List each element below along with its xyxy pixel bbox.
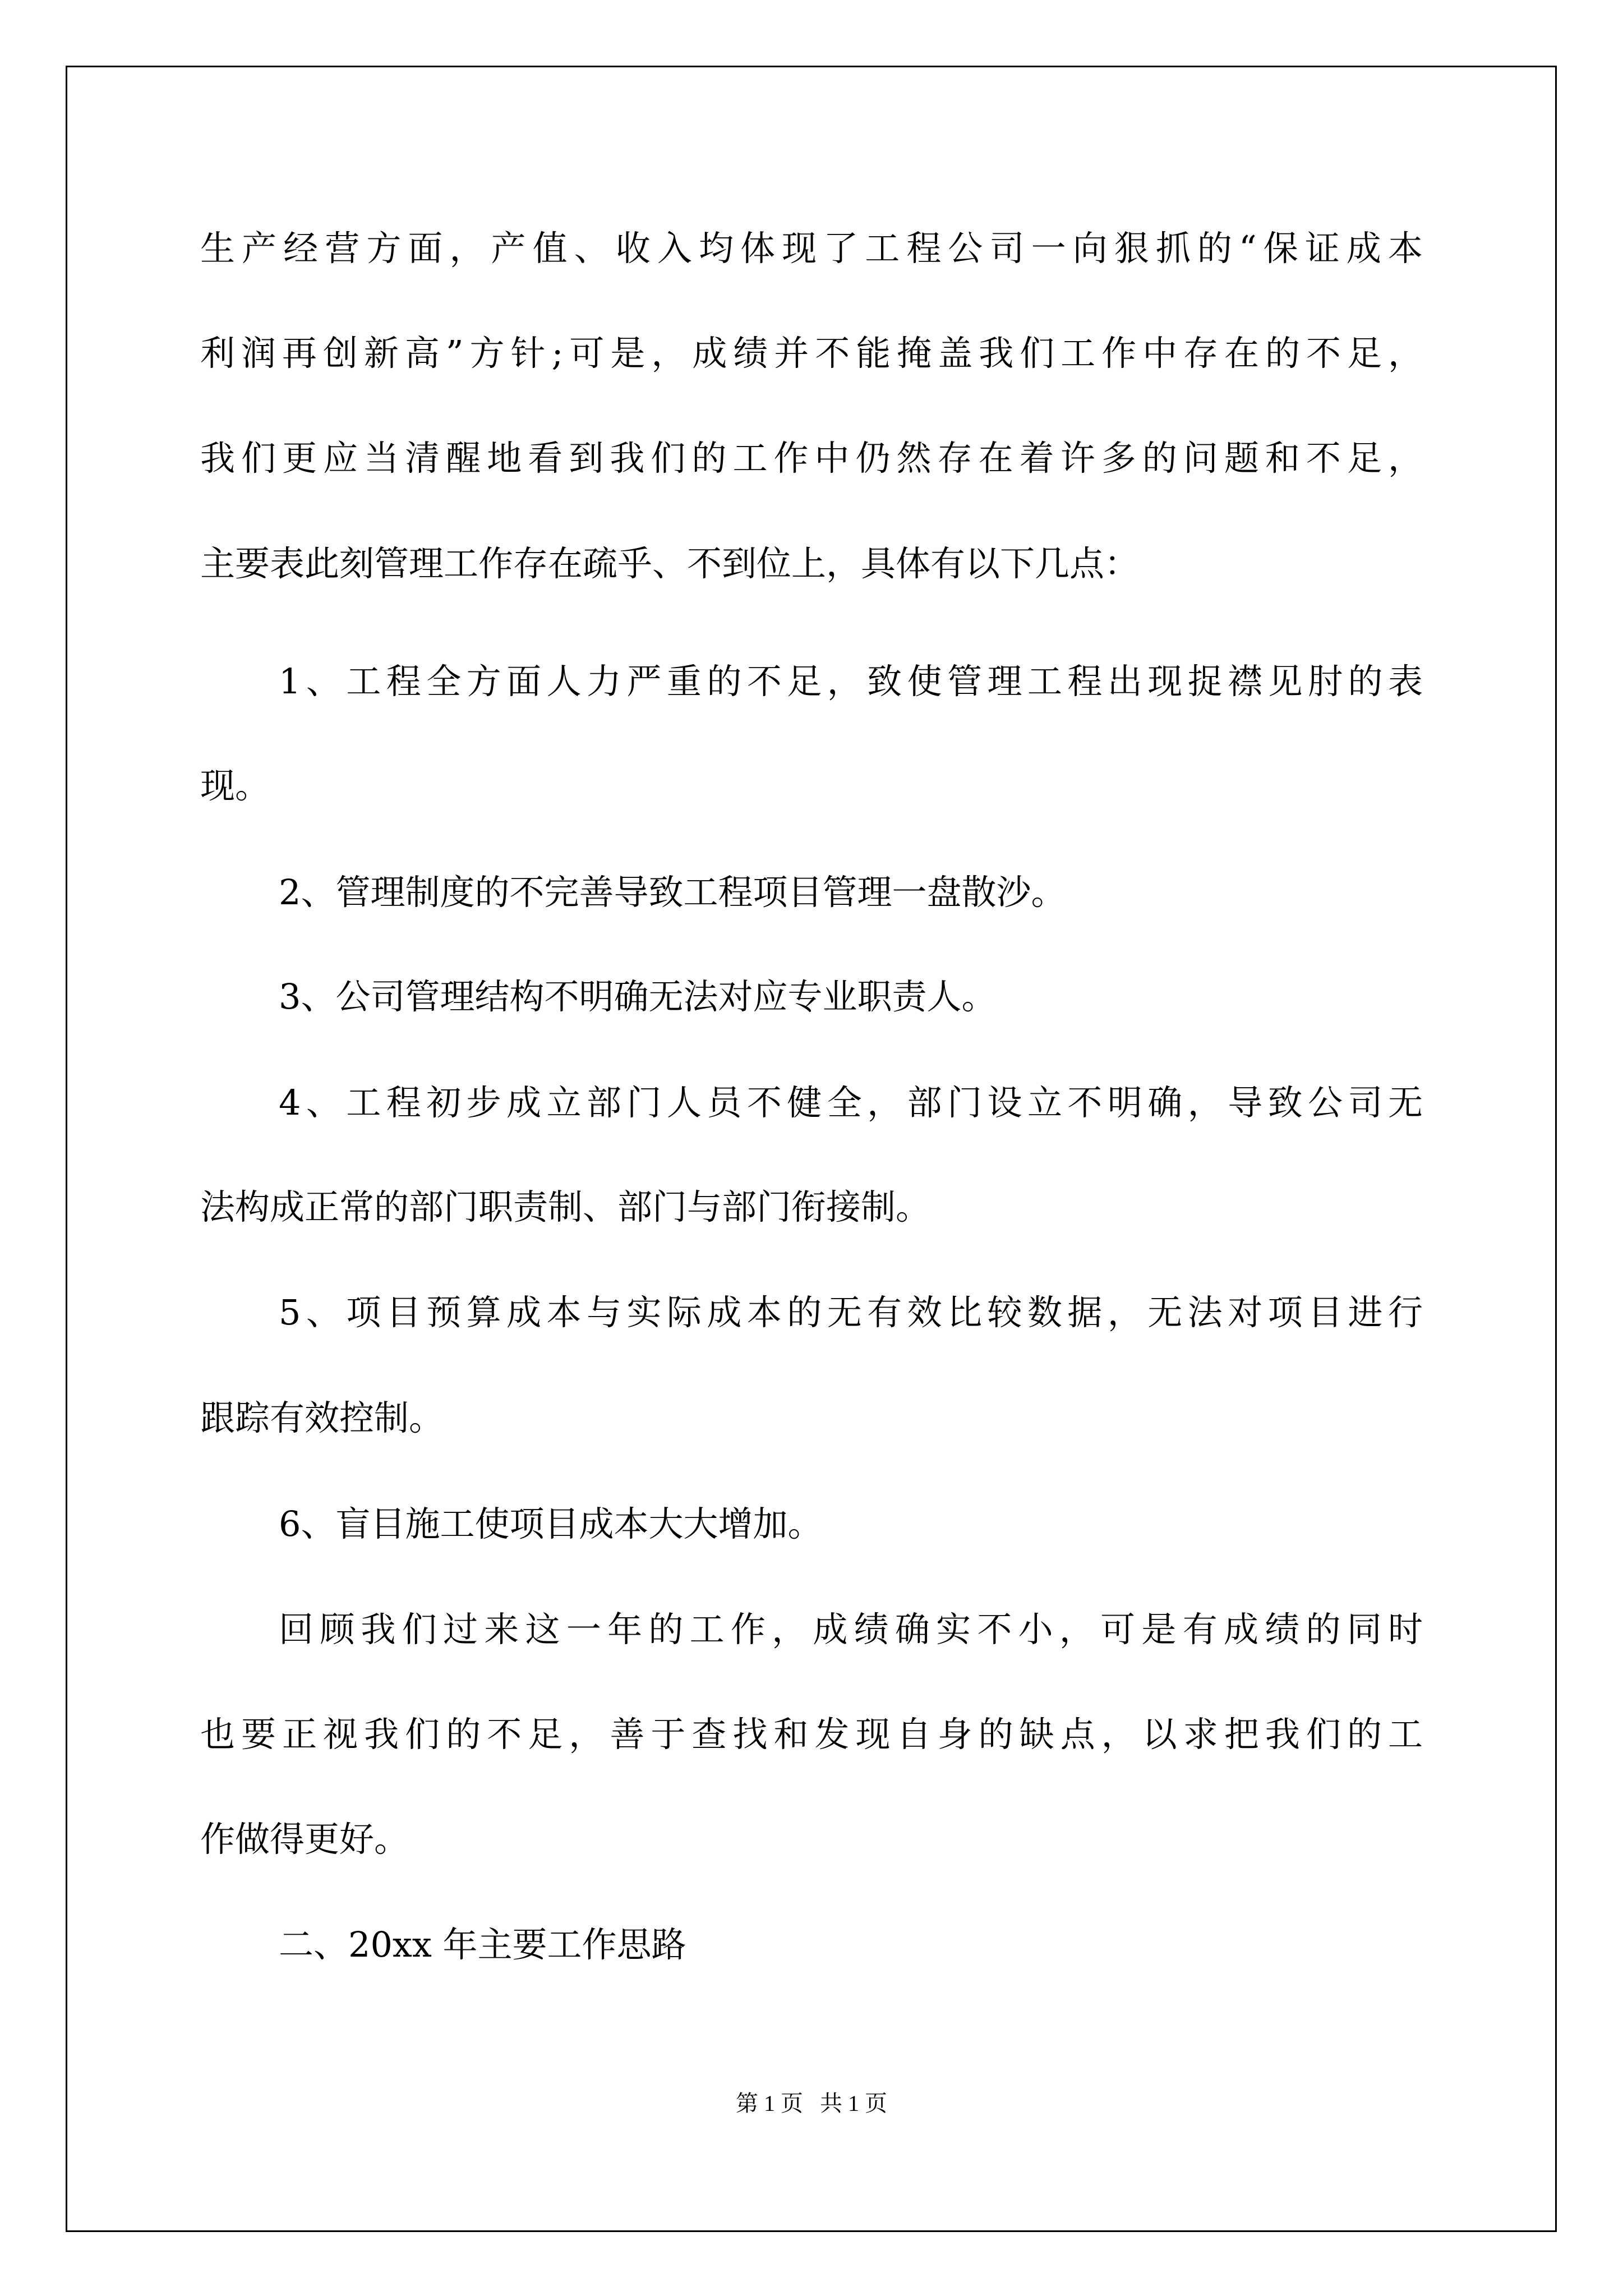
text-line: 跟踪有效控制。: [200, 1397, 444, 1438]
list-item-4: 4、工程初步成立部门人员不健全，部门设立不明确，导致公司无: [279, 1082, 1423, 1123]
list-item-2: 2、管理制度的不完善导致工程项目管理一盘散沙。: [279, 872, 1066, 913]
text-line: 法构成正常的部门职责制、部门与部门衔接制。: [200, 1186, 931, 1227]
text-line: 利润再创新高”方针;可是，成绩并不能掩盖我们工作中存在的不足，: [200, 333, 1423, 374]
page-border: [66, 66, 1557, 2232]
text-line: 我们更应当清醒地看到我们的工作中仍然存在着许多的问题和不足，: [200, 438, 1423, 478]
list-item-5: 5、项目预算成本与实际成本的无有效比较数据，无法对项目进行: [279, 1292, 1423, 1333]
text-line: 现。: [200, 765, 270, 806]
text-line: 也要正视我们的不足，善于查找和发现自身的缺点，以求把我们的工: [200, 1714, 1423, 1755]
page-number-footer: 第 1 页 共 1 页: [736, 2091, 887, 2116]
text-line: 作做得更好。: [200, 1819, 409, 1860]
text-line: 生产经营方面，产值、收入均体现了工程公司一向狠抓的“保证成本: [200, 228, 1423, 269]
list-item-6: 6、盲目施工使项目成本大大增加。: [279, 1503, 823, 1544]
text-line: 主要表此刻管理工作存在疏乎、不到位上，具体有以下几点：: [200, 543, 1140, 584]
list-item-3: 3、公司管理结构不明确无法对应专业职责人。: [279, 976, 997, 1017]
paragraph-review: 回顾我们过来这一年的工作，成绩确实不小，可是有成绩的同时: [279, 1609, 1423, 1650]
section-heading: 二、20xx 年主要工作思路: [279, 1924, 686, 1965]
list-item-1: 1、工程全方面人力严重的不足，致使管理工程出现捉襟见肘的表: [279, 661, 1423, 702]
